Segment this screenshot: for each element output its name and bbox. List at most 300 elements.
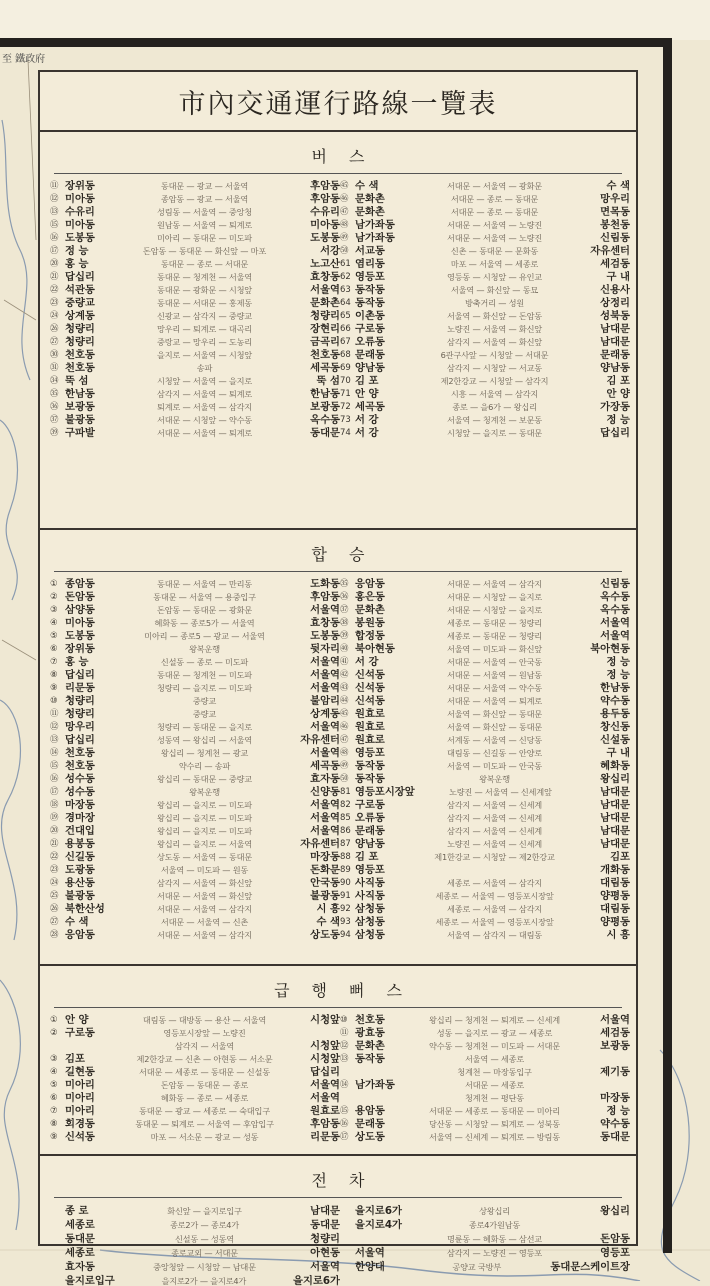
route-row <box>50 1105 340 1118</box>
route-number: ㉘ <box>50 930 59 940</box>
route-via: 서대문 — 서울역 — 퇴계로 <box>447 696 542 706</box>
route-number: ⑰ <box>50 787 59 797</box>
route-row <box>340 1040 630 1053</box>
route-number: ⑰ <box>340 1132 349 1142</box>
route-start: 세곡동 <box>355 401 385 413</box>
route-number: ⑳ <box>50 259 59 269</box>
route-row <box>50 929 340 942</box>
route-via: 종로4가원남동 <box>468 1220 521 1230</box>
route-row <box>340 258 630 271</box>
route-row <box>50 1204 340 1218</box>
route-end: 청량리 <box>310 310 340 322</box>
route-end: 수 색 <box>606 180 630 192</box>
route-start: 천호동 <box>65 362 95 374</box>
route-start: 수 색 <box>65 916 89 928</box>
route-via: 서울역 — 청계천 — 보문동 <box>447 415 542 425</box>
route-row <box>340 323 630 336</box>
route-via: 서대문 — 시청앞 — 을지로 <box>447 592 542 602</box>
route-via: 마포 — 서소문 — 광교 — 성동 <box>150 1132 259 1142</box>
route-number: 86 <box>340 826 351 836</box>
route-via: 서대문 — 세종로 — 동대문 — 신설동 <box>139 1067 270 1077</box>
route-end: 세곡동 <box>310 362 340 374</box>
route-via: 청량리 — 을지로 — 미도파 <box>157 683 252 693</box>
route-number: ⑳ <box>50 826 59 836</box>
route-end: 서울역 <box>310 284 340 296</box>
route-via: 서대문 — 서울역 — 노량진 <box>447 220 542 230</box>
route-row <box>340 877 630 890</box>
route-via: 서대문 — 종로 — 동대문 <box>450 207 539 217</box>
route-start: 용봉동 <box>65 838 95 850</box>
route-row <box>340 604 630 617</box>
route-row <box>340 838 630 851</box>
route-end: 문래동 <box>600 349 630 361</box>
route-number: ㉚ <box>50 350 59 360</box>
route-number: 74 <box>340 428 351 438</box>
route-number: ㊾ <box>340 233 349 243</box>
route-end: 남대문 <box>600 838 630 850</box>
route-row <box>50 427 340 440</box>
route-row <box>50 1053 340 1066</box>
route-start: 원효로 <box>355 721 385 733</box>
route-via: 삼각지 — 시청앞 — 서교동 <box>447 363 542 373</box>
route-end: 후암동 <box>310 591 340 603</box>
route-row <box>340 1014 630 1027</box>
route-end: 신설동 <box>600 734 630 746</box>
route-start: 보광동 <box>65 401 95 413</box>
route-start: 청량리 <box>65 323 95 335</box>
route-row <box>340 1027 630 1040</box>
route-row <box>340 1105 630 1118</box>
route-end: 남대문 <box>600 825 630 837</box>
route-row <box>340 1092 630 1105</box>
route-end: 면목동 <box>600 206 630 218</box>
route-start: 미아동 <box>65 617 95 629</box>
route-end: 양평동 <box>600 916 630 928</box>
route-number: ⑱ <box>50 800 59 810</box>
route-end: 도봉동 <box>310 630 340 642</box>
route-end: 서울역 <box>310 721 340 733</box>
route-number: ㉒ <box>50 852 59 862</box>
route-row <box>340 591 630 604</box>
divider <box>54 173 622 174</box>
route-row <box>340 682 630 695</box>
route-start: 오류동 <box>355 812 385 824</box>
route-number: ⑩ <box>340 1015 348 1025</box>
route-row <box>340 1118 630 1131</box>
route-end: 왕십리 <box>600 1205 630 1217</box>
tram-section <box>40 1156 636 1286</box>
route-via: 삼각지 — 노량진 — 영등포 <box>447 1248 542 1258</box>
route-number: 90 <box>340 878 351 888</box>
route-via: 동대문 — 광화문 — 시청앞 <box>157 285 252 295</box>
route-row <box>50 838 340 851</box>
route-via: 왕십리 — 을지로 — 미도파 <box>157 800 252 810</box>
route-number: ㊱ <box>340 592 349 602</box>
shared-taxi-section <box>40 530 636 966</box>
route-start: 서 강 <box>355 414 379 426</box>
route-via: 종로 — 을6가 — 왕십리 <box>452 402 537 412</box>
route-row <box>50 323 340 336</box>
route-row <box>50 1246 340 1260</box>
route-end: 신림동 <box>600 232 630 244</box>
corner-tab: 至 鐵政府 <box>2 54 46 65</box>
route-start: 미아리 <box>65 1079 95 1091</box>
route-number: ① <box>50 1015 58 1025</box>
route-start: 신석동 <box>355 682 385 694</box>
route-via: 서울역 — 미도파 — 원동 <box>160 865 249 875</box>
route-start: 문래동 <box>355 349 385 361</box>
route-number: 88 <box>340 852 351 862</box>
route-number: ㉔ <box>50 878 59 888</box>
route-start: 종암동 <box>65 578 95 590</box>
route-via: 삼각지 — 서울역 — 신세계 <box>447 800 542 810</box>
route-via: 서울역 — 화신앞 — 동묘 <box>450 285 539 295</box>
route-number: ⑭ <box>50 748 59 758</box>
route-end: 서울역 <box>310 1079 340 1091</box>
route-row <box>340 578 630 591</box>
route-end: 서울역 <box>310 1092 340 1104</box>
route-number: 94 <box>340 930 351 940</box>
route-start: 청량리 <box>65 708 95 720</box>
route-end: 동대문 <box>600 1131 630 1143</box>
route-end: 리문동 <box>310 1131 340 1143</box>
route-number: ㉖ <box>50 904 59 914</box>
route-number: 65 <box>340 311 351 321</box>
route-number: ㊽ <box>340 748 349 758</box>
route-number: ⑯ <box>50 233 59 243</box>
route-end: 왕십리 <box>600 773 630 785</box>
divider <box>54 571 622 572</box>
route-number: ⑯ <box>340 1119 349 1129</box>
route-start: 답십리 <box>65 734 95 746</box>
route-end: 돈화문 <box>310 864 340 876</box>
route-number: ④ <box>50 1067 58 1077</box>
route-via: 신설동 — 종로 — 미도파 <box>160 657 249 667</box>
route-number: 67 <box>340 337 351 347</box>
route-via: 서대문 — 서울역 — 약수동 <box>447 683 542 693</box>
route-via: 미아리 — 동대문 — 미도파 <box>157 233 252 243</box>
route-row <box>50 1066 340 1079</box>
route-number: ② <box>50 1028 58 1038</box>
route-number: ㉒ <box>50 285 59 295</box>
route-end: 돈암동 <box>600 1233 630 1245</box>
route-number: ㉗ <box>50 337 59 347</box>
route-start: 문래동 <box>355 1118 385 1130</box>
route-start: 구파발 <box>65 427 95 439</box>
route-row <box>50 258 340 271</box>
route-start: 길현동 <box>65 1066 95 1078</box>
route-via: 서대문 — 서울역 — 삼각지 <box>157 904 252 914</box>
route-start: 남가좌동 <box>355 232 395 244</box>
route-end: 옥수동 <box>600 591 630 603</box>
route-number: ㊲ <box>340 605 349 615</box>
route-end: 동대문스케이트장 <box>550 1261 630 1273</box>
route-row <box>340 1246 630 1260</box>
route-start: 건대입 <box>65 825 95 837</box>
route-via: 중량교 <box>192 696 217 706</box>
route-via: 세종로 — 서울역 — 삼각지 <box>447 904 542 914</box>
route-row <box>340 1066 630 1079</box>
route-number: ⑫ <box>340 1041 349 1051</box>
route-start: 문화촌 <box>355 193 385 205</box>
route-end: 효창동 <box>310 617 340 629</box>
route-via: 제1한강교 — 시청앞 — 제2한강교 <box>434 852 555 862</box>
route-end: 영등포 <box>600 1247 630 1259</box>
route-end: 봉천동 <box>600 219 630 231</box>
route-via: 왕십리 — 청계천 — 광교 <box>160 748 249 758</box>
route-row <box>340 1053 630 1066</box>
route-number: ㉑ <box>50 272 59 282</box>
route-end: 세곡동 <box>310 760 340 772</box>
divider <box>54 1007 622 1008</box>
route-number: 72 <box>340 402 351 412</box>
route-end: 원효로 <box>310 1105 340 1117</box>
route-number: ⑬ <box>50 207 59 217</box>
route-end: 신용사 <box>600 284 630 296</box>
route-start: 문화촌 <box>355 604 385 616</box>
route-end: 세검동 <box>600 1027 630 1039</box>
route-number: ㊻ <box>340 722 349 732</box>
route-row <box>50 1260 340 1274</box>
route-start: 망우리 <box>65 721 95 733</box>
route-row <box>340 1204 630 1218</box>
route-end: 서울역 <box>600 1014 630 1026</box>
route-row <box>50 362 340 375</box>
route-number: ㉓ <box>50 298 59 308</box>
route-row <box>50 812 340 825</box>
route-row <box>50 747 340 760</box>
route-via: 왕십리 — 을지로 — 미도파 <box>157 826 252 836</box>
route-start: 천호동 <box>65 349 95 361</box>
route-end: 서울역 <box>310 747 340 759</box>
route-start: 석관동 <box>65 284 95 296</box>
route-row <box>340 760 630 773</box>
route-start: 홍 능 <box>65 258 89 270</box>
route-number: ㊹ <box>340 696 349 706</box>
route-end: 시 흥 <box>606 929 630 941</box>
route-start: 성수동 <box>65 773 95 785</box>
route-row <box>340 297 630 310</box>
route-row <box>340 336 630 349</box>
route-via: 서대문 — 시청앞 — 을지로 <box>447 605 542 615</box>
route-via: 6관구사앞 — 시청앞 — 서대문 <box>440 350 549 360</box>
route-end: 도봉동 <box>310 232 340 244</box>
route-via: 청계천 — 평단동 <box>464 1093 525 1103</box>
route-via: 당산동 — 시청앞 — 퇴계로 — 성북동 <box>429 1119 560 1129</box>
route-end: 자유센터 <box>590 245 630 257</box>
route-via: 성동역 — 왕십리 — 서울역 <box>157 735 252 745</box>
route-via: 서울역 — 신세계 — 퇴계로 — 방림동 <box>429 1132 560 1142</box>
route-start: 남가좌동 <box>355 219 395 231</box>
route-start: 서 강 <box>355 427 379 439</box>
route-via: 동대문 — 퇴계로 — 서울역 — 후암입구 <box>135 1119 274 1129</box>
route-via: 청계천 — 마장동입구 <box>457 1067 532 1077</box>
route-end: 수 색 <box>316 916 340 928</box>
tram-right-column <box>340 1204 630 1286</box>
route-via: 세종로 — 서울역 — 삼각지 <box>447 878 542 888</box>
route-via: 중량교 <box>192 709 217 719</box>
route-number: ⑪ <box>50 709 59 719</box>
route-number: ㊴ <box>50 428 59 438</box>
route-start: 문화촌 <box>355 1040 385 1052</box>
route-start: 동작동 <box>355 297 385 309</box>
route-number: ③ <box>50 605 58 615</box>
route-row <box>50 1274 340 1286</box>
route-row <box>50 1131 340 1144</box>
route-start: 이촌동 <box>355 310 385 322</box>
route-end: 서울역 <box>310 656 340 668</box>
route-start: 신석동 <box>355 695 385 707</box>
route-end: 서울역 <box>310 682 340 694</box>
route-via: 약수리 — 송파 <box>178 761 231 771</box>
route-number: ⑥ <box>50 1093 58 1103</box>
route-start: 동작동 <box>355 760 385 772</box>
route-via: 대림동 — 대방동 — 용산 — 서울역 <box>142 1015 267 1025</box>
route-via: 서대문 — 서울역 — 화신앞 <box>157 891 252 901</box>
route-number: ⑤ <box>50 1080 58 1090</box>
route-number: 66 <box>340 324 351 334</box>
route-via: 종로교외 — 서대문 <box>171 1248 238 1258</box>
route-end: 김포 <box>610 851 630 863</box>
route-end: 남대문 <box>600 336 630 348</box>
route-row <box>340 284 630 297</box>
route-number: 82 <box>340 800 351 810</box>
route-end: 망우리 <box>600 193 630 205</box>
route-number: ⑧ <box>50 670 58 680</box>
route-end: 구 내 <box>606 747 630 759</box>
route-end: 문화촌 <box>310 297 340 309</box>
route-end: 시청앞 <box>310 1014 340 1026</box>
route-via: 서울역 — 세종로 <box>464 1054 525 1064</box>
route-start: 불광동 <box>65 890 95 902</box>
route-via: 동대문 — 광교 — 서울역 <box>160 181 249 191</box>
route-number: ㊻ <box>340 194 349 204</box>
route-start: 천호동 <box>65 760 95 772</box>
route-start: 삼양동 <box>65 604 95 616</box>
route-start: 안 양 <box>65 1014 89 1026</box>
route-start: 사직동 <box>355 877 385 889</box>
route-start: 홍은동 <box>355 591 385 603</box>
route-start: 한양대 <box>355 1261 385 1273</box>
tram-left-column <box>50 1204 340 1286</box>
route-row <box>50 401 340 414</box>
route-row <box>340 669 630 682</box>
route-row <box>50 760 340 773</box>
route-number: ㊱ <box>50 402 59 412</box>
route-number: 81 <box>340 787 351 797</box>
route-start: 을지로6가 <box>355 1205 402 1217</box>
route-start: 구로동 <box>355 799 385 811</box>
route-row <box>340 414 630 427</box>
route-start: 신석동 <box>355 669 385 681</box>
route-end: 구 내 <box>606 271 630 283</box>
route-start: 양남동 <box>355 362 385 374</box>
route-row <box>340 656 630 669</box>
route-row <box>340 310 630 323</box>
route-row <box>340 349 630 362</box>
route-end: 후암동 <box>310 180 340 192</box>
route-start: 봉원동 <box>355 617 385 629</box>
route-row <box>50 877 340 890</box>
route-via: 왕복운행 <box>189 644 220 654</box>
route-via: 세종로 — 서울역 — 영등포시장앞 <box>435 891 554 901</box>
route-end: 마장동 <box>310 851 340 863</box>
route-end: 뚝 섬 <box>316 375 340 387</box>
route-row <box>50 1092 340 1105</box>
route-via: 세종로 — 동대문 — 청량리 <box>447 618 542 628</box>
route-via: 신촌 — 동대문 — 문화동 <box>450 246 539 256</box>
route-via: 제2한강교 — 신촌 — 아현동 — 서소문 <box>136 1054 273 1064</box>
route-via: 돈암동 — 동대문 — 화신앞 — 마포 <box>142 246 267 256</box>
route-start: 효자동 <box>65 1261 95 1273</box>
route-via: 노량진 — 서울역 — 신세계 <box>447 839 542 849</box>
route-via: 삼각지 — 서울역 — 퇴계로 <box>157 389 252 399</box>
route-row <box>340 1232 630 1246</box>
route-via: 서울역 — 미도파 — 화신앞 <box>447 644 542 654</box>
route-via: 미아리 — 종로5 — 광교 — 서울역 <box>144 631 265 641</box>
express-left-column <box>50 1014 340 1144</box>
route-start: 한남동 <box>65 388 95 400</box>
route-via: 서대문 — 세종로 <box>464 1080 525 1090</box>
route-row <box>50 916 340 929</box>
route-start: 세종로 <box>65 1247 95 1259</box>
route-start: 삼청동 <box>355 916 385 928</box>
route-start: 김포 <box>65 1053 85 1065</box>
route-via: 서대문 — 서울역 — 안국동 <box>447 657 542 667</box>
route-start: 북한산성 <box>65 903 105 915</box>
route-start: 홍 능 <box>65 656 89 668</box>
route-row <box>50 578 340 591</box>
route-row <box>340 630 630 643</box>
route-number: 64 <box>340 298 351 308</box>
route-start: 용산동 <box>65 877 95 889</box>
route-row <box>50 310 340 323</box>
route-start: 천호동 <box>65 747 95 759</box>
route-row <box>340 1260 630 1274</box>
route-start: 중량교 <box>65 297 95 309</box>
route-number: 73 <box>340 415 351 425</box>
route-row <box>50 617 340 630</box>
route-row <box>50 1118 340 1131</box>
route-number: ⑨ <box>50 1132 58 1142</box>
route-start: 염리동 <box>355 258 385 270</box>
route-number: ⑬ <box>50 735 59 745</box>
route-start: 장위동 <box>65 180 95 192</box>
route-end: 금곡리 <box>310 336 340 348</box>
route-number: ㊴ <box>340 631 349 641</box>
route-via: 왕십리 — 을지로 — 서울역 <box>157 839 252 849</box>
route-via: 상왕십리 <box>479 1206 510 1216</box>
route-start: 뚝 섬 <box>65 375 89 387</box>
route-number: ⑫ <box>50 722 59 732</box>
route-row <box>340 773 630 786</box>
route-start: 돈암동 <box>65 591 95 603</box>
route-start: 수유리 <box>65 206 95 218</box>
route-row <box>50 206 340 219</box>
route-end: 동대문 <box>310 427 340 439</box>
route-via: 종로2가 — 종로4가 <box>169 1220 240 1230</box>
route-row <box>340 1218 630 1232</box>
route-end: 정 능 <box>606 1105 630 1117</box>
route-end: 남대문 <box>600 799 630 811</box>
route-start: 동작동 <box>355 1053 385 1065</box>
route-row <box>50 284 340 297</box>
route-row <box>340 219 630 232</box>
bus-left-column <box>50 180 340 440</box>
route-start: 남가좌동 <box>355 1079 395 1091</box>
route-number: ⑤ <box>50 631 58 641</box>
route-via: 화신앞 — 을지로입구 <box>167 1206 242 1216</box>
